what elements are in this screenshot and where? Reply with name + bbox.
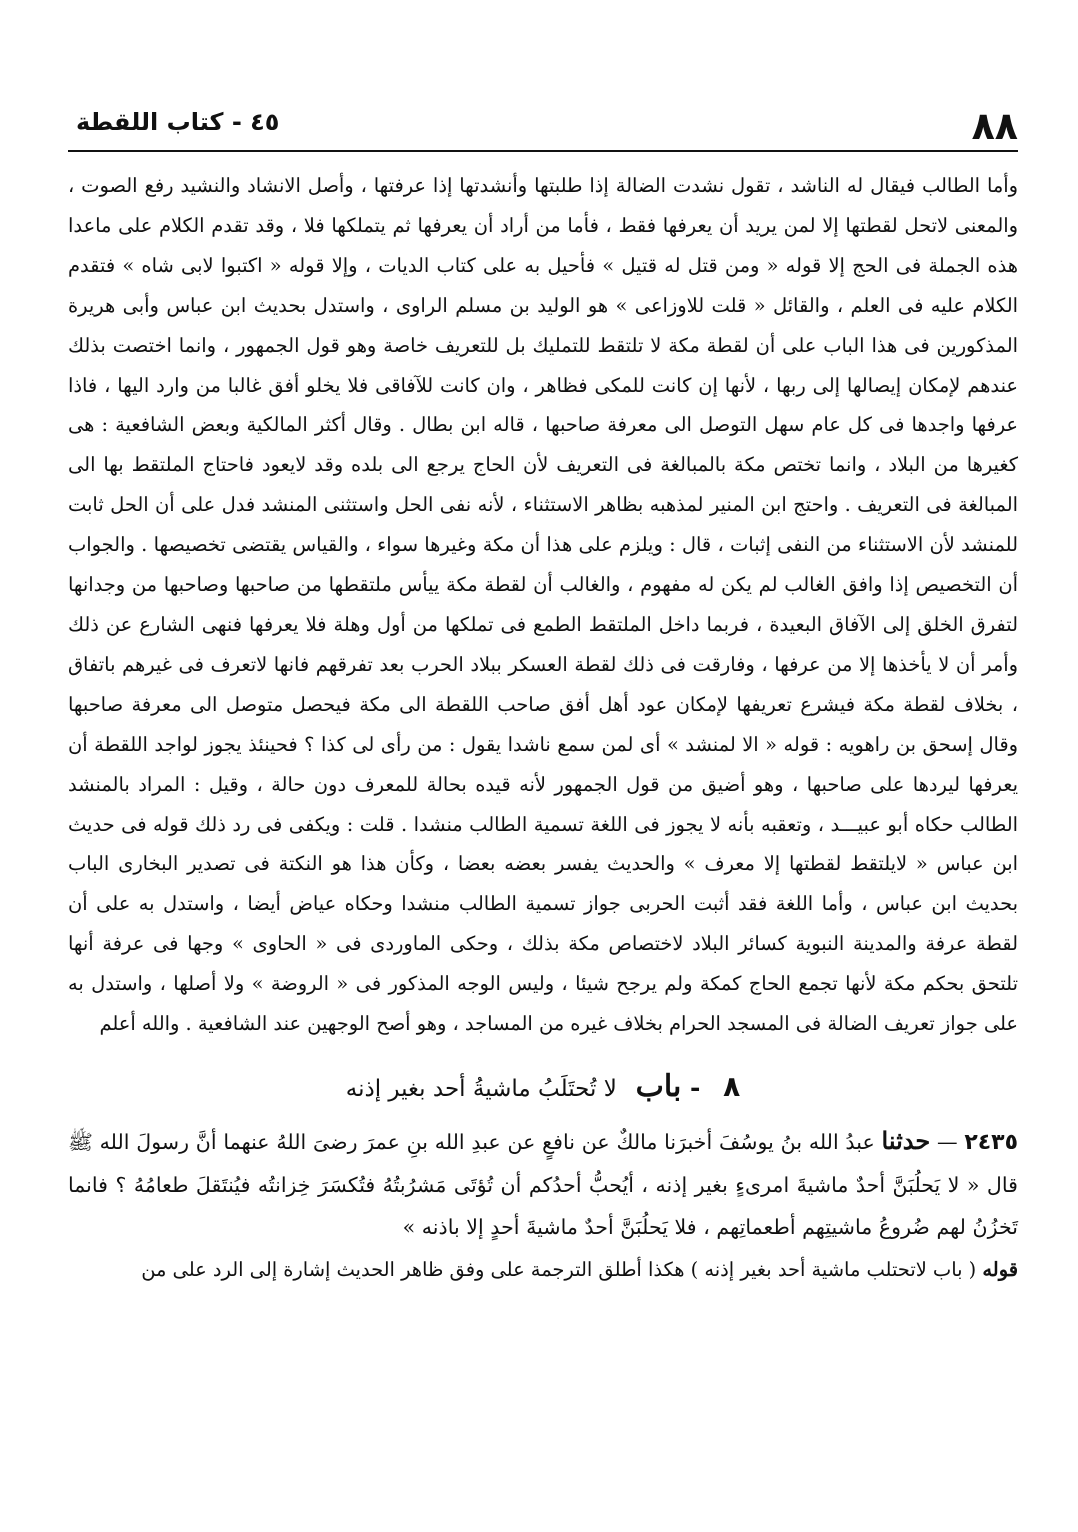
hadith-block [68, 1120, 1018, 1248]
closing-text: ( باب لاتحتلب ماشية أحد بغير إذنه ) هكذا أطلق الترجمة على وفق ظاهر الحديث إشارة إلى الرد على من [141, 1257, 977, 1281]
chapter-dash: - [690, 1072, 701, 1102]
page-number: ٨٨ [971, 104, 1018, 148]
running-title: ٤٥ - كتاب اللقطة [76, 108, 280, 136]
chapter-number: ٨ [723, 1069, 741, 1103]
book-page [68, 98, 1018, 1518]
hadith-text: عبدُ الله بنُ يوسُفَ أخبرَنا مالكٌ عن نافعٍ عن عبدِ الله بنِ عمرَ رضىَ اللهُ عنهما أنَّ رسولَ الله ﷺ قال « لا يَحلُبَنَّ أحدٌ ماشيةَ امرىءٍ بغير إذنه ، أيُحبُّ أحدُكم أن تُؤتَى مَشرُبتُهُ فتُكسَرَ خِزانتُه فيُنتَقلَ طعامُهُ ؟ فانما تَخزُنُ لهم ضُروعُ ماشيتِهم أطعماتِهم ، فلا يَحلُبَنَّ أحدٌ ماشيةَ أحدٍ إلا باذنه » [68, 1129, 1018, 1239]
closing-commentary [68, 1250, 1018, 1290]
hadith-number: ٢٤٣٥ [964, 1129, 1019, 1155]
commentary-text [68, 166, 1018, 1044]
header-rule [68, 150, 1018, 152]
chapter-title: لا تُحتَلَبُ ماشيةُ أحد بغير إذنه [345, 1075, 617, 1102]
page-header [68, 98, 1018, 154]
hadith-dash: — [936, 1129, 958, 1154]
chapter-heading [68, 1062, 1018, 1114]
closing-lead-word: قوله [982, 1257, 1018, 1281]
hadith-lead-word: حدثنا [881, 1125, 931, 1155]
chapter-bab-word: باب [635, 1068, 682, 1104]
commentary-paragraph: وأما الطالب فيقال له الناشد ، تقول نشدت الضالة إذا طلبتها وأنشدتها إذا عرفتها ، وأصل الانشاد والنشيد رفع الصوت ، والمعنى لاتحل لقطتها إلا لمن يريد أن يعرفها فقط ، فأما من أراد أن يعرفها ثم يتملكها فلا ، وقد تقدم الكلام على ماعدا هذه الجملة فى الحج إلا قوله « ومن قتل له قتيل » فأحيل به على كتاب الديات ، وإلا قوله « اكتبوا لابى شاه » فتقدم الكلام عليه فى العلم ، والقائل « قلت للاوزاعى » هو الوليد بن مسلم الراوى ، واستدل بحديث ابن عباس وأبى هريرة المذكورين فى هذا الباب على أن لقطة مكة لا تلتقط للتمليك بل للتعريف خاصة وهو قول الجمهور ، وانما اختصت بذلك عندهم لإمكان إيصالها إلى ربها ، لأنها إن كانت للمكى فظاهر ، وان كانت للآفاقى فلا يخلو أفق غالبا من وارد اليها ، فاذا عرفها واجدها فى كل عام سهل التوصل الى معرفة صاحبها ، قاله ابن بطال . وقال أكثر المالكية وبعض الشافعية : هى كغيرها من البلاد ، وانما تختص مكة بالمبالغة فى التعريف لأن الحاج يرجع الى بلده وقد لايعود فاحتاج الملتقط بها الى المبالغة فى التعريف . واحتج ابن المنير لمذهبه بظاهر الاستثناء ، لأنه نفى الحل واستثنى المنشد فدل على أن الحل ثابت للمنشد لأن الاستثناء من النفى إثبات ، قال : ويلزم على هذا أن مكة وغيرها سواء ، والقياس يقتضى تخصيصها . والجواب أن التخصيص إذا وافق الغالب لم يكن له مفهوم ، والغالب أن لقطة مكة ييأس ملتقطها من صاحبها وصاحبها من وجدانها لتفرق الخلق إلى الآفاق البعيدة ، فربما داخل الملتقط الطمع فى تملكها من أول وهلة فلا يعرفها فنهى الشارع عن ذلك وأمر أن لا يأخذها إلا من عرفها ، وفارقت فى ذلك لقطة العسكر ببلاد الحرب بعد تفرقهم فانها لاتعرف فى غيرهم باتفاق ، بخلاف لقطة مكة فيشرع تعريفها لإمكان عود أهل أفق صاحب اللقطة الى مكة فيحصل متوصل الى معرفة صاحبها وقال إسحق بن راهويه : قوله « الا لمنشد » أى لمن سمع ناشدا يقول : من رأى لى كذا ؟ فحينئذ يجوز لواجد اللقطة أن يعرفها ليردها على صاحبها ، وهو أضيق من قول الجمهور لأنه قيده بحالة للمعرف دون حالة ، وقيل : المراد بالمنشد الطالب حكاه أبو عبيـــد ، وتعقبه بأنه لا يجوز فى اللغة تسمية الطالب منشدا . قلت : ويكفى فى رد ذلك قوله فى حديث ابن عباس « لايلتقط لقطتها إلا معرف » والحديث يفسر بعضه بعضا ، وكأن هذا هو النكتة فى تصدير البخارى الباب بحديث ابن عباس ، وأما اللغة فقد أثبت الحربى جواز تسمية الطالب منشدا وحكاه عياض أيضا ، واستدل به على أن لقطة عرفة والمدينة النبوية كسائر البلاد لاختصاص مكة بذلك ، وحكى الماوردى فى « الحاوى » وجها فى عرفة أنها تلتحق بحكم مكة لأنها تجمع الحاج كمكة ولم يرجح شيئا ، وليس الوجه المذكور فى « الروضة » ولا أصلها ، واستدل به على جواز تعريف الضالة فى المسجد الحرام بخلاف غيره من المساجد ، وهو أصح الوجهين عند الشافعية . والله أعلم [68, 174, 1018, 1036]
